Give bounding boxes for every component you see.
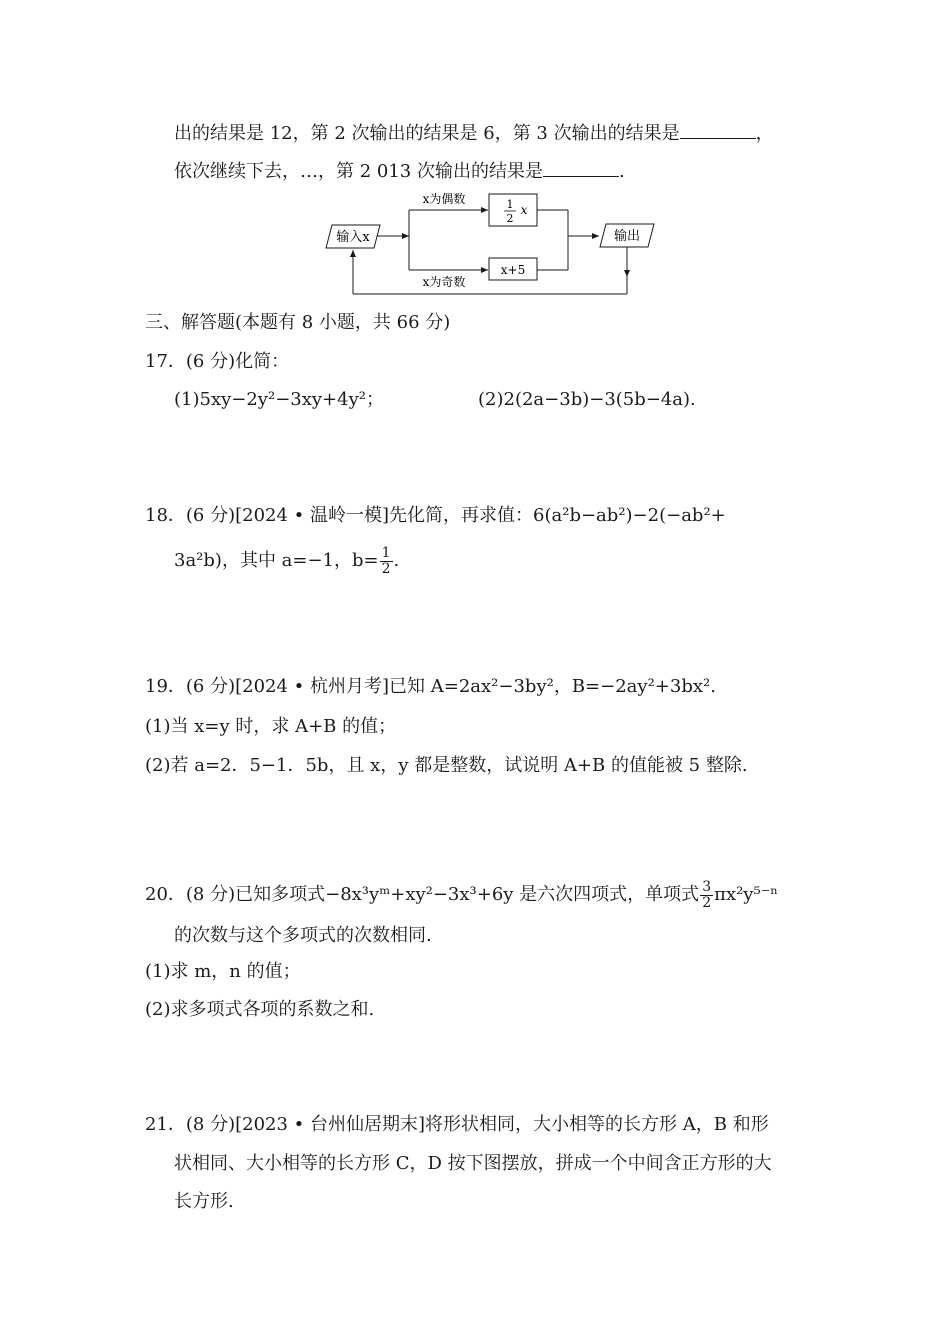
q19-head: 19．(6 分)[2024 • 杭州月考]已知 A=2ax²−3by²，B=−2ay²+3bx². (145, 676, 716, 697)
frac-num: 3 (702, 879, 712, 895)
q21-line1: 21．(8 分)[2023 • 台州仙居期末]将形状相同，大小相等的长方形 A，B 和形 (145, 1114, 769, 1135)
q18-line2-text: 3a²b)，其中 a=−1，b= (174, 550, 379, 572)
half-var: x (520, 203, 528, 217)
q16-line1-punct: ， (755, 123, 774, 144)
q19-part2: (2)若 a=2．5−1．5b，且 x，y 都是整数，试说明 A+B 的值能被 5 整除. (145, 755, 748, 776)
half-num: 1 (506, 198, 514, 211)
x-plus-5-label: x+5 (500, 263, 526, 277)
q17-part2: (2)2(2a−3b)−3(5b−4a). (478, 389, 696, 410)
odd-label: x为奇数 (422, 275, 466, 289)
q16-line2-text: 依次继续下去，…，第 2 013 次输出的结果是 (174, 161, 543, 182)
q20-part1: (1)求 m，n 的值； (145, 961, 301, 982)
flowchart-diagram (320, 188, 660, 300)
q20-head-text: 20．(8 分)已知多项式−8x³yᵐ+xy²−3x³+6y 是六次四项式，单项式 (145, 884, 700, 906)
q21-line3: 长方形. (174, 1191, 234, 1212)
q20-part2: (2)求多项式各项的系数之和. (145, 999, 375, 1020)
q17-part1: (1)5xy−2y²−3xy+4y²； (174, 389, 384, 410)
q18-line2 (174, 546, 399, 576)
fraction-three-halves (700, 880, 713, 910)
answer-blank-1[interactable] (680, 122, 756, 139)
fraction-one-half (380, 546, 393, 576)
q16-line2 (174, 160, 625, 181)
half-den: 2 (506, 212, 514, 225)
q19-part1: (1)当 x=y 时，求 A+B 的值； (145, 716, 397, 737)
answer-blank-2[interactable] (543, 160, 619, 177)
q21-line2: 状相同、大小相等的长方形 C，D 按下图摆放，拼成一个中间含正方形的大 (174, 1153, 772, 1174)
q20-line2: 的次数与这个多项式的次数相同. (174, 925, 432, 946)
section-title: 三、解答题(本题有 8 小题，共 66 分) (145, 312, 451, 333)
q16-line2-punct: . (618, 161, 625, 182)
frac-den: 2 (702, 894, 712, 911)
q18-head: 18．(6 分)[2024 • 温岭一模]先化简，再求值：6(a²b−ab²)−2(−ab²+ (145, 505, 726, 526)
even-label: x为偶数 (422, 192, 466, 206)
frac-den: 2 (381, 560, 391, 577)
frac-num: 1 (381, 545, 391, 561)
q17-head: 17．(6 分)化简： (145, 351, 290, 372)
output-label: 输出 (613, 229, 641, 244)
q16-line1-text: 出的结果是 12，第 2 次输出的结果是 6，第 3 次输出的结果是 (174, 123, 680, 144)
q20-head (145, 880, 778, 910)
q16-line1 (174, 122, 774, 143)
input-label: 输入x (336, 230, 370, 245)
q18-end: . (393, 550, 400, 572)
q20-monomial: πx²y⁵⁻ⁿ (714, 884, 778, 906)
